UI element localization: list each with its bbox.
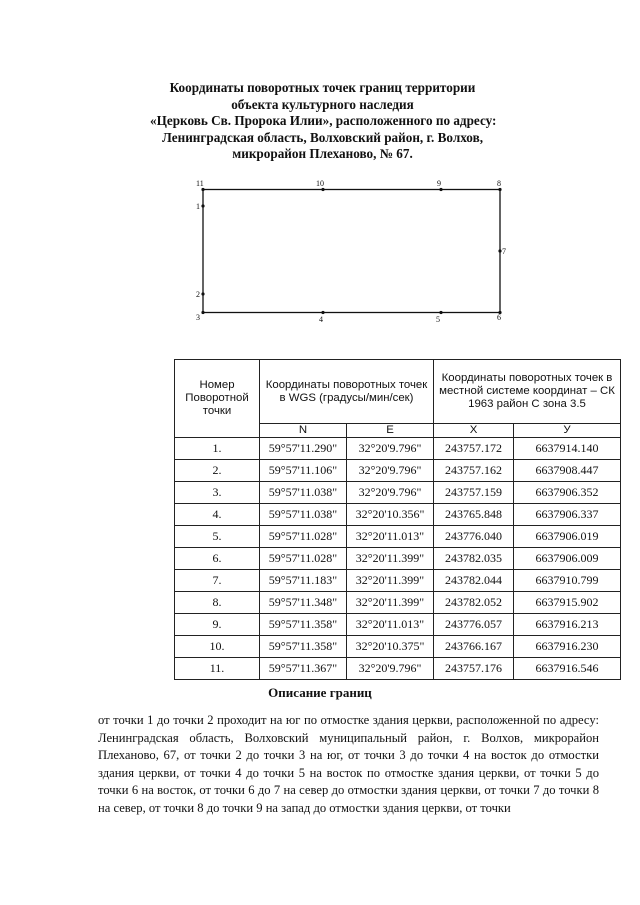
point-marker-1	[201, 204, 204, 207]
point-label-7: 7	[502, 247, 506, 256]
header-point-number: Номер Поворотной точки	[175, 360, 260, 438]
point-label-3: 3	[196, 313, 200, 322]
cell-point-number: 7.	[175, 570, 260, 592]
table-row	[175, 438, 621, 460]
table-row	[175, 636, 621, 658]
cell-n: 59°57'11.348"	[260, 592, 347, 614]
cell-y: 6637906.352	[514, 482, 621, 504]
cell-e: 32°20'10.356"	[347, 504, 434, 526]
description-text: от точки 1 до точки 2 проходит на юг по отмостке здания церкви, расположенной по адресу: Ленинградская область, Волховский муниципальный район, г. Волхов, микрорайон Плеханово, 67, от точки 2 до точки 3 на юг, от точки 3 до точки 4 на восток до отмостки здания церкви, от точки 4 до точки 5 на восток по отмостке здания церкви, от точки 5 до точки 6 на восток, от точки 6 до 7 на север до отмостки здания церкви, от точки 7 до точки 8 на север, от точки 8 до точки 9 на запад до отмостки здания церкви, от точки	[98, 713, 599, 815]
cell-e: 32°20'11.399"	[347, 570, 434, 592]
title-line-2: объекта культурного наследия	[231, 96, 414, 112]
cell-y: 6637906.019	[514, 526, 621, 548]
title-line-5: микрорайон Плеханово, № 67.	[232, 146, 413, 162]
cell-e: 32°20'9.796"	[347, 438, 434, 460]
cell-y: 6637916.230	[514, 636, 621, 658]
cell-y: 6637916.546	[514, 658, 621, 680]
cell-x: 243757.176	[434, 658, 514, 680]
cell-e: 32°20'9.796"	[347, 460, 434, 482]
cell-x: 243776.057	[434, 614, 514, 636]
cell-n: 59°57'11.290"	[260, 438, 347, 460]
cell-y: 6637915.902	[514, 592, 621, 614]
table-row	[175, 482, 621, 504]
cell-y: 6637906.009	[514, 548, 621, 570]
table-row	[175, 614, 621, 636]
table-row	[175, 548, 621, 570]
cell-n: 59°57'11.358"	[260, 614, 347, 636]
cell-point-number: 3.	[175, 482, 260, 504]
subheader-y: У	[514, 424, 621, 438]
point-label-8: 8	[497, 179, 501, 188]
table-row	[175, 460, 621, 482]
cell-e: 32°20'11.013"	[347, 614, 434, 636]
cell-point-number: 6.	[175, 548, 260, 570]
point-label-4: 4	[319, 315, 323, 324]
cell-x: 243776.040	[434, 526, 514, 548]
point-marker-2	[201, 292, 204, 295]
cell-e: 32°20'9.796"	[347, 658, 434, 680]
cell-n: 59°57'11.358"	[260, 636, 347, 658]
cell-e: 32°20'11.013"	[347, 526, 434, 548]
description-title: Описание границ	[268, 685, 372, 700]
title-line-1: Координаты поворотных точек границ территории	[169, 80, 476, 95]
table-header-row	[175, 360, 621, 424]
point-label-9: 9	[437, 179, 441, 188]
table-row	[175, 570, 621, 592]
cell-point-number: 10.	[175, 636, 260, 658]
cell-n: 59°57'11.028"	[260, 548, 347, 570]
cell-e: 32°20'11.399"	[347, 592, 434, 614]
cell-point-number: 8.	[175, 592, 260, 614]
point-label-1: 1	[196, 202, 200, 211]
cell-point-number: 2.	[175, 460, 260, 482]
table-row	[175, 504, 621, 526]
cell-x: 243782.052	[434, 592, 514, 614]
point-marker-3	[201, 311, 204, 314]
subheader-e: E	[347, 424, 434, 438]
cell-n: 59°57'11.038"	[260, 504, 347, 526]
cell-n: 59°57'11.367"	[260, 658, 347, 680]
cell-n: 59°57'11.183"	[260, 570, 347, 592]
cell-y: 6637906.337	[514, 504, 621, 526]
subheader-x: X	[434, 424, 514, 438]
header-local-coordinates: Координаты поворотных точек в местной системе координат – СК 1963 район С зона 3.5	[434, 360, 621, 424]
cell-y: 6637910.799	[514, 570, 621, 592]
point-label-11: 11	[196, 179, 204, 188]
cell-point-number: 9.	[175, 614, 260, 636]
table-row	[175, 526, 621, 548]
boundary-outline	[203, 190, 500, 313]
point-label-5: 5	[436, 315, 440, 324]
table-row	[175, 592, 621, 614]
cell-x: 243765.848	[434, 504, 514, 526]
header-wgs-coordinates: Координаты поворотных точек в WGS (градусы/мин/сек)	[260, 360, 434, 424]
cell-point-number: 4.	[175, 504, 260, 526]
cell-x: 243782.044	[434, 570, 514, 592]
cell-x: 243757.159	[434, 482, 514, 504]
point-marker-8	[498, 188, 501, 191]
cell-e: 32°20'11.399"	[347, 548, 434, 570]
cell-y: 6637914.140	[514, 438, 621, 460]
cell-e: 32°20'10.375"	[347, 636, 434, 658]
cell-y: 6637916.213	[514, 614, 621, 636]
cell-n: 59°57'11.106"	[260, 460, 347, 482]
cell-x: 243782.035	[434, 548, 514, 570]
point-label-10: 10	[316, 179, 324, 188]
subheader-n: N	[260, 424, 347, 438]
cell-y: 6637908.447	[514, 460, 621, 482]
point-label-2: 2	[196, 290, 200, 299]
point-marker-5	[439, 311, 442, 314]
cell-e: 32°20'9.796"	[347, 482, 434, 504]
cell-point-number: 1.	[175, 438, 260, 460]
coordinates-table	[174, 359, 621, 680]
cell-x: 243757.172	[434, 438, 514, 460]
point-label-6: 6	[497, 313, 501, 322]
cell-n: 59°57'11.028"	[260, 526, 347, 548]
table-row	[175, 658, 621, 680]
boundary-diagram	[0, 0, 640, 340]
title-line-3: «Церковь Св. Пророка Илии», расположенного по адресу:	[150, 113, 497, 129]
point-marker-10	[321, 188, 324, 191]
point-marker-9	[439, 188, 442, 191]
cell-n: 59°57'11.038"	[260, 482, 347, 504]
cell-x: 243766.167	[434, 636, 514, 658]
point-marker-11	[201, 188, 204, 191]
title-line-4: Ленинградская область, Волховский район, г. Волхов,	[162, 129, 483, 145]
cell-point-number: 11.	[175, 658, 260, 680]
point-marker-4	[321, 311, 324, 314]
cell-point-number: 5.	[175, 526, 260, 548]
cell-x: 243757.162	[434, 460, 514, 482]
